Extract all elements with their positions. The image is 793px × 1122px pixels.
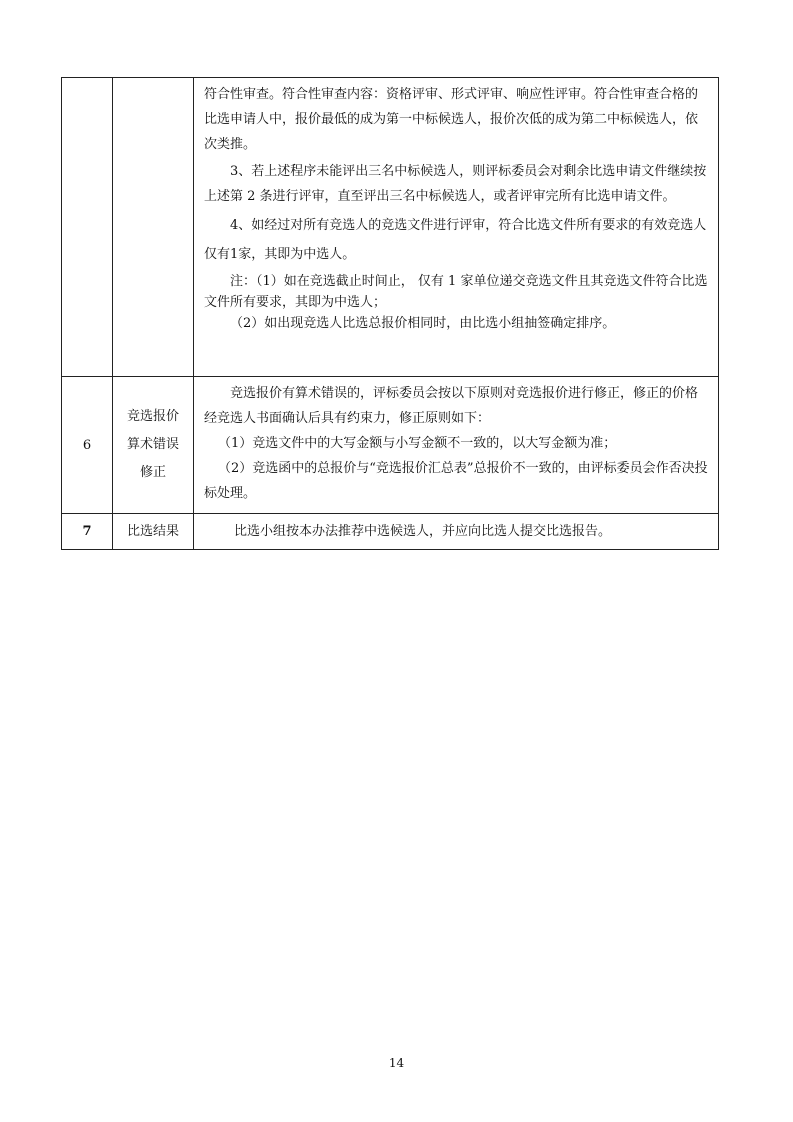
paragraph-correction-rule-1: （1）竞选文件中的大写金额与小写金额不一致的，以大写金额为准； xyxy=(218,436,617,451)
row-name-line: 修正 xyxy=(139,465,166,480)
paragraph-note-1: 注：（1）如在竞选截止时间止， 仅有 1 家单位递交竞选文件且其竞选文件符合比选文件所有要求，其即为中选人； xyxy=(204,274,708,310)
paragraph-compliance-review: 符合性审查。符合性审查内容：资格评审、形式评审、响应性评审。符合性审查合格的比选申请人中，报价最低的成为第一中标候选人，报价次低的成为第二中标候选人，依次类推。 xyxy=(204,87,699,152)
table-row-7 xyxy=(62,514,719,550)
paragraph-rule-3: 3、若上述程序未能评出三名中标候选人，则评标委员会对剩余比选申请文件继续按上述第 2 条进行评审，直至评出三名中标候选人，或者评审完所有比选申请文件。 xyxy=(204,164,707,204)
row-name-line: 竞选报价 xyxy=(126,409,179,424)
paragraph-correction-intro: 竞选报价有算术错误的，评标委员会按以下原则对竞选报价进行修正，修正的价格经竞选人书面确认后具有约束力，修正原则如下： xyxy=(204,386,699,426)
row-name-cell xyxy=(113,377,194,514)
paragraph-rule-4: 4、如经过对所有竞选人的竞选文件进行评审，符合比选文件所有要求的有效竞选人仅有1家，其即为中选人。 xyxy=(204,218,707,262)
evaluation-table xyxy=(61,77,719,550)
row-name-cell xyxy=(113,78,194,377)
row-content-cell xyxy=(194,514,719,550)
row-number-cell xyxy=(62,78,113,377)
row-content-cell xyxy=(194,377,719,514)
paragraph-correction-rule-2: （2）竞选函中的总报价与“竞选报价汇总表”总报价不一致的，由评标委员会作否决投标处理。 xyxy=(204,461,708,501)
page-number: 14 xyxy=(388,1056,405,1070)
table-row-continued xyxy=(62,78,719,377)
row-name-cell: 比选结果 xyxy=(113,514,194,550)
paragraph-note-2: （2）如出现竞选人比选总报价相同时，由比选小组抽签确定排序。 xyxy=(230,316,616,331)
row-number-cell: 6 xyxy=(62,377,113,514)
table-row-6 xyxy=(62,377,719,514)
paragraph-selection-result: 比选小组按本办法推荐中选候选人，并应向比选人提交比选报告。 xyxy=(234,523,612,539)
row-content-cell xyxy=(194,78,719,377)
row-name-line: 算术错误 xyxy=(126,437,179,452)
row-number-cell: 7 xyxy=(62,514,113,550)
